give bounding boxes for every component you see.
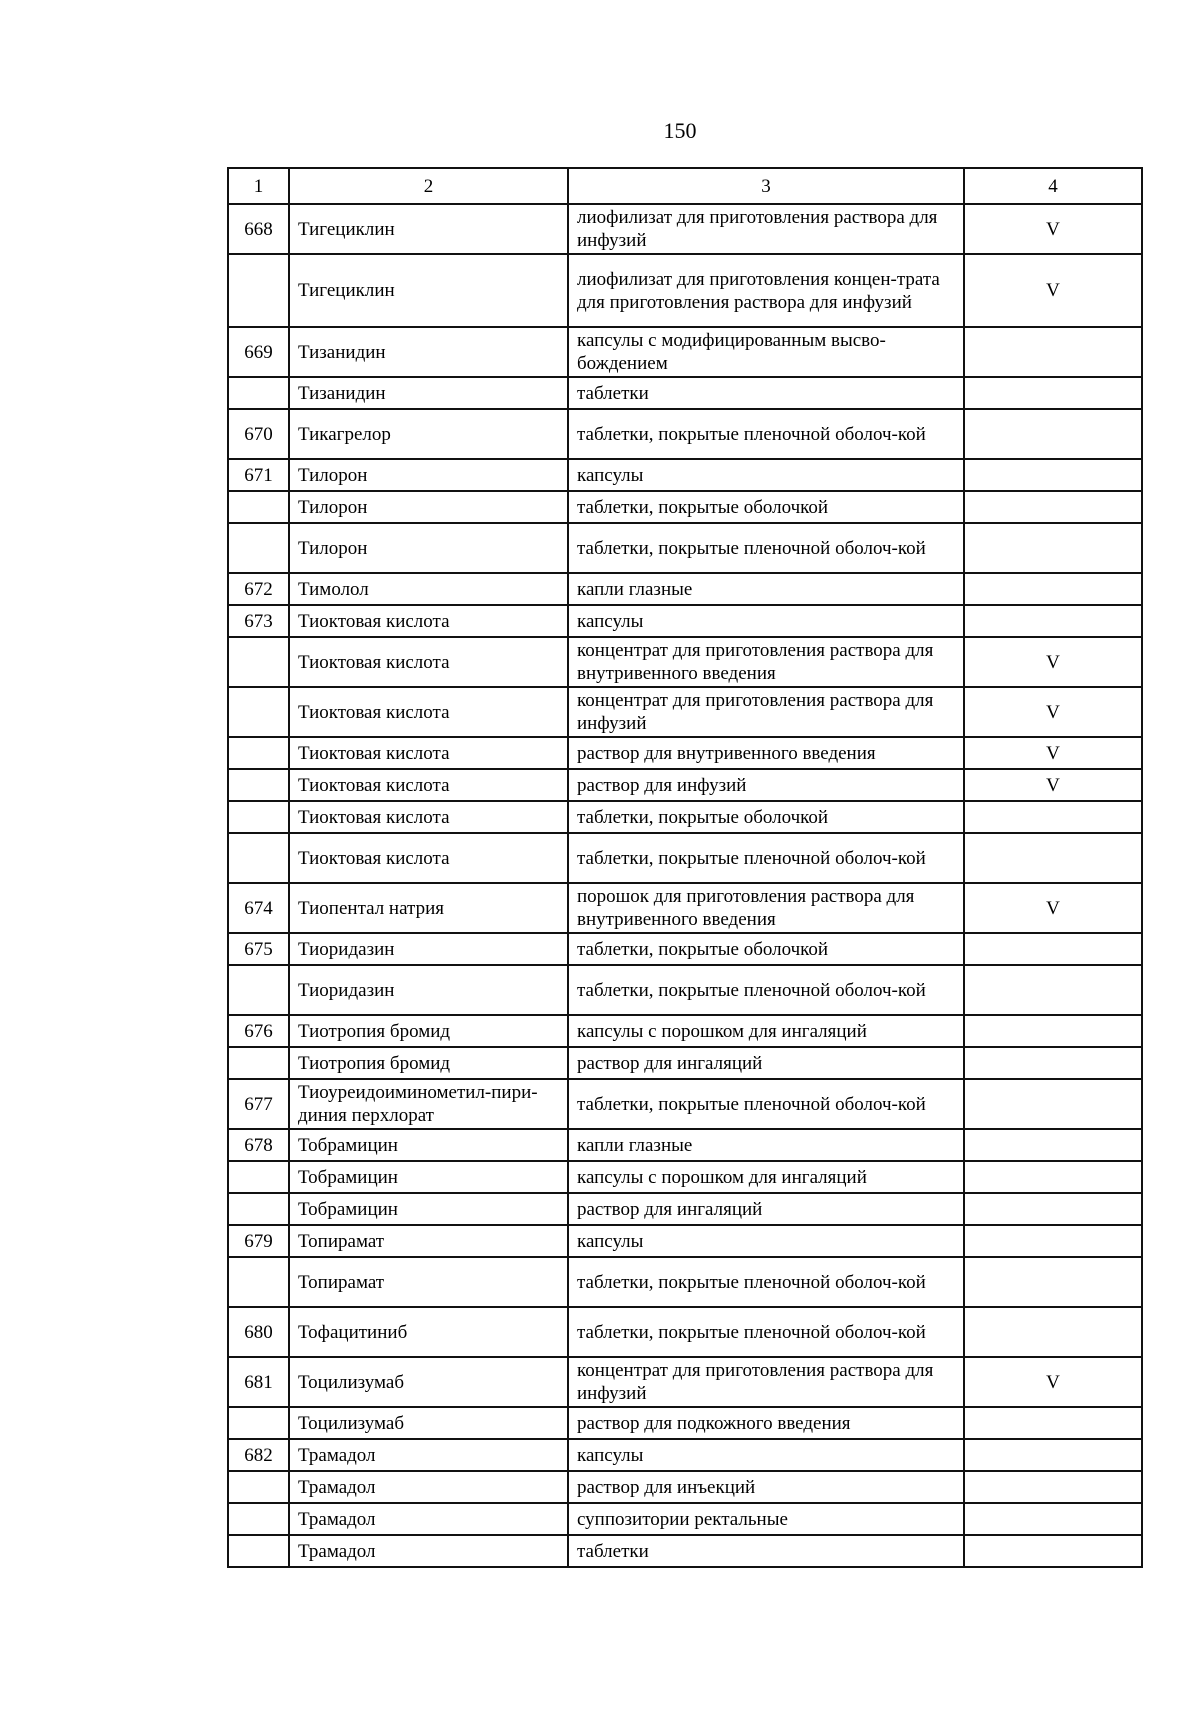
table-row [228, 605, 1142, 637]
mark: V [964, 254, 1142, 327]
drug-name: Тобрамицин [289, 1161, 568, 1193]
mark [964, 409, 1142, 459]
mark [964, 1079, 1142, 1129]
drug-name: Тиоктовая кислота [289, 687, 568, 737]
dosage-form: капли глазные [568, 1129, 964, 1161]
table-row [228, 933, 1142, 965]
mark [964, 1407, 1142, 1439]
table-row [228, 1079, 1142, 1129]
drug-name: Тобрамицин [289, 1193, 568, 1225]
table-row [228, 459, 1142, 491]
dosage-form: раствор для подкожного введения [568, 1407, 964, 1439]
drug-name: Тилорон [289, 523, 568, 573]
drug-name: Топирамат [289, 1225, 568, 1257]
drug-name: Трамадол [289, 1535, 568, 1567]
row-number: 673 [228, 605, 289, 637]
drug-name: Тиоуреидоиминометил-пири-диния перхлорат [289, 1079, 568, 1129]
mark [964, 1307, 1142, 1357]
mark [964, 605, 1142, 637]
table-row [228, 204, 1142, 254]
mark [964, 801, 1142, 833]
mark [964, 1503, 1142, 1535]
row-number [228, 1047, 289, 1079]
dosage-form: таблетки, покрытые оболочкой [568, 801, 964, 833]
dosage-form: таблетки, покрытые оболочкой [568, 933, 964, 965]
row-number: 679 [228, 1225, 289, 1257]
dosage-form: таблетки, покрытые пленочной оболоч-кой [568, 1257, 964, 1307]
row-number [228, 1257, 289, 1307]
row-number [228, 801, 289, 833]
mark [964, 1015, 1142, 1047]
dosage-form: таблетки, покрытые оболочкой [568, 491, 964, 523]
mark [964, 1129, 1142, 1161]
dosage-form: таблетки [568, 1535, 964, 1567]
drug-name: Трамадол [289, 1503, 568, 1535]
dosage-form: концентрат для приготовления раствора для инфузий [568, 687, 964, 737]
dosage-form: капсулы с порошком для ингаляций [568, 1015, 964, 1047]
mark: V [964, 737, 1142, 769]
mark [964, 491, 1142, 523]
table-row [228, 801, 1142, 833]
drug-name: Тиоридазин [289, 933, 568, 965]
drug-name: Тиоктовая кислота [289, 801, 568, 833]
row-number [228, 1161, 289, 1193]
row-number: 675 [228, 933, 289, 965]
drug-name: Тиоктовая кислота [289, 737, 568, 769]
dosage-form: таблетки, покрытые пленочной оболоч-кой [568, 523, 964, 573]
drug-name: Тизанидин [289, 327, 568, 377]
page-number: 150 [663, 118, 697, 143]
dosage-form: таблетки, покрытые пленочной оболоч-кой [568, 409, 964, 459]
mark [964, 1471, 1142, 1503]
table-row [228, 833, 1142, 883]
row-number [228, 965, 289, 1015]
table-row [228, 327, 1142, 377]
drug-name: Тилорон [289, 459, 568, 491]
table-row [228, 254, 1142, 327]
drug-name: Тикагрелор [289, 409, 568, 459]
drug-name: Тиопентал натрия [289, 883, 568, 933]
mark [964, 1047, 1142, 1079]
table-row [228, 1407, 1142, 1439]
dosage-form: капсулы [568, 1439, 964, 1471]
table-row [228, 523, 1142, 573]
row-number [228, 1471, 289, 1503]
table-row [228, 1015, 1142, 1047]
mark [964, 965, 1142, 1015]
dosage-form: таблетки, покрытые пленочной оболоч-кой [568, 1079, 964, 1129]
dosage-form: раствор для ингаляций [568, 1193, 964, 1225]
row-number [228, 377, 289, 409]
row-number [228, 737, 289, 769]
table-row [228, 1357, 1142, 1407]
dosage-form: раствор для внутривенного введения [568, 737, 964, 769]
mark [964, 1535, 1142, 1567]
row-number: 681 [228, 1357, 289, 1407]
drug-name: Тигециклин [289, 254, 568, 327]
mark [964, 933, 1142, 965]
row-number [228, 1407, 289, 1439]
row-number [228, 491, 289, 523]
dosage-form: раствор для инъекций [568, 1471, 964, 1503]
row-number [228, 1193, 289, 1225]
drug-name: Тиоктовая кислота [289, 605, 568, 637]
dosage-form: капсулы с модифицированным высво-бождением [568, 327, 964, 377]
mark: V [964, 883, 1142, 933]
drug-name: Тиотропия бромид [289, 1047, 568, 1079]
table-row [228, 377, 1142, 409]
dosage-form: таблетки [568, 377, 964, 409]
drug-name: Тоцилизумаб [289, 1357, 568, 1407]
drug-name: Тиотропия бромид [289, 1015, 568, 1047]
table-row [228, 1471, 1142, 1503]
table-row [228, 491, 1142, 523]
dosage-form: концентрат для приготовления раствора для внутривенного введения [568, 637, 964, 687]
mark [964, 1439, 1142, 1471]
column-header: 1 [228, 168, 289, 204]
mark [964, 833, 1142, 883]
dosage-form: суппозитории ректальные [568, 1503, 964, 1535]
drug-name: Трамадол [289, 1439, 568, 1471]
dosage-form: таблетки, покрытые пленочной оболоч-кой [568, 965, 964, 1015]
table-row [228, 1439, 1142, 1471]
mark: V [964, 687, 1142, 737]
dosage-form: капсулы [568, 1225, 964, 1257]
table-row [228, 1129, 1142, 1161]
drug-name: Тиоктовая кислота [289, 833, 568, 883]
mark [964, 1161, 1142, 1193]
table-row [228, 965, 1142, 1015]
mark: V [964, 769, 1142, 801]
table-row [228, 737, 1142, 769]
drug-name: Тоцилизумаб [289, 1407, 568, 1439]
column-header: 4 [964, 168, 1142, 204]
table-row [228, 1503, 1142, 1535]
row-number: 670 [228, 409, 289, 459]
dosage-form: порошок для приготовления раствора для внутривенного введения [568, 883, 964, 933]
column-header: 2 [289, 168, 568, 204]
drug-name: Тимолол [289, 573, 568, 605]
table-row [228, 769, 1142, 801]
drug-name: Топирамат [289, 1257, 568, 1307]
dosage-form: капли глазные [568, 573, 964, 605]
row-number: 680 [228, 1307, 289, 1357]
drug-name: Тиоктовая кислота [289, 769, 568, 801]
row-number [228, 637, 289, 687]
mark [964, 523, 1142, 573]
table-row [228, 637, 1142, 687]
mark [964, 459, 1142, 491]
row-number [228, 254, 289, 327]
row-number: 676 [228, 1015, 289, 1047]
dosage-form: концентрат для приготовления раствора для инфузий [568, 1357, 964, 1407]
row-number [228, 1503, 289, 1535]
row-number: 678 [228, 1129, 289, 1161]
mark: V [964, 204, 1142, 254]
row-number [228, 687, 289, 737]
dosage-form: раствор для ингаляций [568, 1047, 964, 1079]
table-row [228, 1257, 1142, 1307]
dosage-form: капсулы с порошком для ингаляций [568, 1161, 964, 1193]
row-number: 672 [228, 573, 289, 605]
table-row [228, 883, 1142, 933]
drug-name: Тиоктовая кислота [289, 637, 568, 687]
dosage-form: капсулы [568, 459, 964, 491]
row-number: 677 [228, 1079, 289, 1129]
mark [964, 1257, 1142, 1307]
drug-table [227, 167, 1143, 1568]
dosage-form: таблетки, покрытые пленочной оболоч-кой [568, 833, 964, 883]
dosage-form: лиофилизат для приготовления раствора для инфузий [568, 204, 964, 254]
row-number: 682 [228, 1439, 289, 1471]
table-header-row [228, 168, 1142, 204]
mark [964, 327, 1142, 377]
table-row [228, 1193, 1142, 1225]
drug-name: Тигециклин [289, 204, 568, 254]
drug-name: Тизанидин [289, 377, 568, 409]
drug-name: Тилорон [289, 491, 568, 523]
mark [964, 1193, 1142, 1225]
row-number: 668 [228, 204, 289, 254]
drug-name: Трамадол [289, 1471, 568, 1503]
drug-name: Тофацитиниб [289, 1307, 568, 1357]
dosage-form: раствор для инфузий [568, 769, 964, 801]
mark [964, 377, 1142, 409]
mark [964, 573, 1142, 605]
row-number: 674 [228, 883, 289, 933]
table-row [228, 409, 1142, 459]
mark: V [964, 1357, 1142, 1407]
row-number [228, 833, 289, 883]
table-row [228, 1047, 1142, 1079]
column-header: 3 [568, 168, 964, 204]
dosage-form: лиофилизат для приготовления концен-трата для приготовления раствора для инфузий [568, 254, 964, 327]
dosage-form: капсулы [568, 605, 964, 637]
row-number [228, 523, 289, 573]
dosage-form: таблетки, покрытые пленочной оболоч-кой [568, 1307, 964, 1357]
drug-name: Тобрамицин [289, 1129, 568, 1161]
row-number: 671 [228, 459, 289, 491]
row-number: 669 [228, 327, 289, 377]
table-row [228, 573, 1142, 605]
table-row [228, 1307, 1142, 1357]
mark: V [964, 637, 1142, 687]
drug-name: Тиоридазин [289, 965, 568, 1015]
row-number [228, 1535, 289, 1567]
table-row [228, 1161, 1142, 1193]
table-row [228, 1225, 1142, 1257]
table-row [228, 1535, 1142, 1567]
row-number [228, 769, 289, 801]
table-row [228, 687, 1142, 737]
mark [964, 1225, 1142, 1257]
